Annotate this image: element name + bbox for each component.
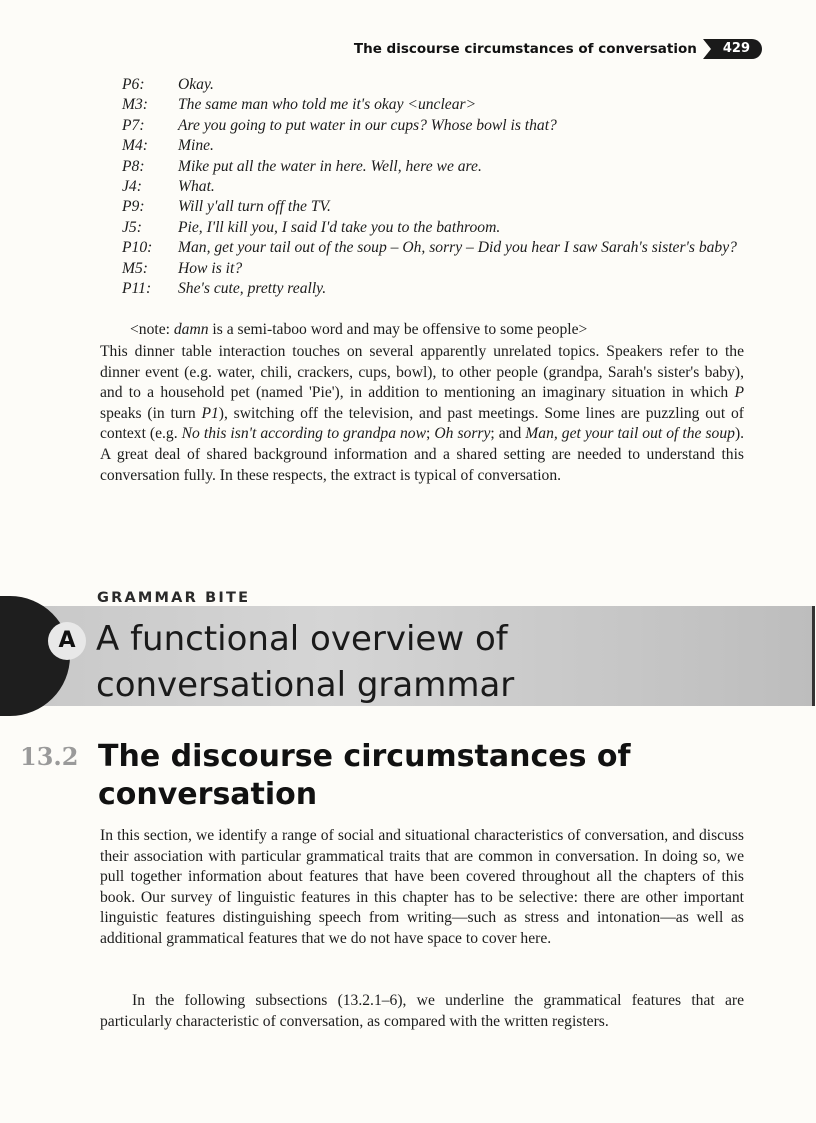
note-prefix: <note: [130,321,174,338]
transcript-line [122,238,762,258]
grammar-bite-label: GRAMMAR BITE [97,590,251,606]
speaker: M4: [122,137,148,155]
transcript-note [130,320,587,340]
transcript-line [122,116,762,136]
text-run: ), switching off the television, and past meetings. Some lines are puzzling out of context (e.g. [100,404,744,443]
text-run: ). A great deal of shared background information and a shared setting are needed to understand this conversation fully. In these respects, the extract is typical of conversation. [100,425,745,484]
speaker: J5: [122,218,142,236]
utterance: Man, get your tail out of the soup – Oh, sorry – Did you hear I saw Sarah's sister's baby? [178,239,737,257]
utterance: What. [178,178,215,196]
transcript-line [122,157,762,177]
running-head [354,38,762,60]
section-number: 13.2 [20,742,79,771]
transcript-line [122,259,762,279]
speaker: J4: [122,178,142,196]
transcript-line [122,197,762,217]
utterance: Are you going to put water in our cups? Whose bowl is that? [178,116,557,134]
transcript-line [122,136,762,156]
speaker: P8: [122,157,145,175]
text-run: Man, get your tail out of the soup [525,425,735,443]
utterance: She's cute, pretty really. [178,280,327,298]
utterance: How is it? [178,259,243,277]
note-word: damn [173,321,209,338]
speaker: M5: [122,259,148,277]
section-title: The discourse circumstances of conversation [98,739,631,812]
body-paragraph: In the following subsections (13.2.1–6), we underline the grammatical features that are particularly characteristic of conversation, as compared with the written registers. [100,992,744,1030]
transcript-line [122,279,762,299]
text-run: This dinner table interaction touches on several apparently unrelated topics. Speakers refer to the dinner event (e.g. water, chili, crackers, cups, bowl), to other people (grandpa, Sarah's sister's baby), and to a household pet (named 'Pie'), in addition to mentioning an imaginary situation in which [100,343,744,402]
transcript-line [122,218,762,238]
utterance: The same man who told me it's okay <unclear> [178,96,477,114]
text-run: speaks (in turn [100,404,202,422]
running-head-title: The discourse circumstances of conversation [353,41,697,57]
utterance: Mine. [178,137,214,155]
text-run: P1 [201,404,219,422]
utterance: Pie, I'll kill you, I said I'd take you to the bathroom. [178,218,501,236]
speaker: P6: [122,76,145,93]
transcript-line [122,177,762,197]
text-run: No this isn't according to grandpa now [181,425,427,443]
speaker: M3: [122,96,148,114]
speaker: P11: [122,280,152,298]
commentary-paragraph [100,342,744,486]
utterance: Okay. [178,76,214,93]
utterance: Mike put all the water in here. Well, here we are. [178,157,482,175]
speaker: P9: [122,198,145,216]
title-line: conversational grammar [96,665,515,705]
transcript-line [122,95,762,115]
note-suffix: is a semi-taboo word and may be offensive to some people> [208,321,588,338]
transcript [122,75,762,299]
body-paragraph: In this section, we identify a range of social and situational characteristics of conversation, and discuss their association with particular grammatical traits that are common in conversation. In doing so, we pull together information about features that have been covered throughout all the chapters of this book. Our survey of linguistic features in this chapter has to be selective: there are other important linguistic features distinguishing speech from writing—such as stress and intonation—as well as additional grammatical features that we do not have space to cover here. [100,827,744,947]
page-number: 429 [703,39,762,59]
text-run: ; and [490,425,526,443]
speaker: P10: [122,239,153,257]
title-line: A functional overview of [96,619,508,659]
speaker: P7: [122,116,145,134]
utterance: Will y'all turn off the TV. [178,198,331,216]
text-run: ; [426,425,435,443]
text-run: P [734,384,744,402]
grammar-bite-title [96,616,696,708]
grammar-bite-letter: A [48,622,86,660]
text-run: Oh sorry [434,425,491,443]
transcript-line [122,75,762,95]
